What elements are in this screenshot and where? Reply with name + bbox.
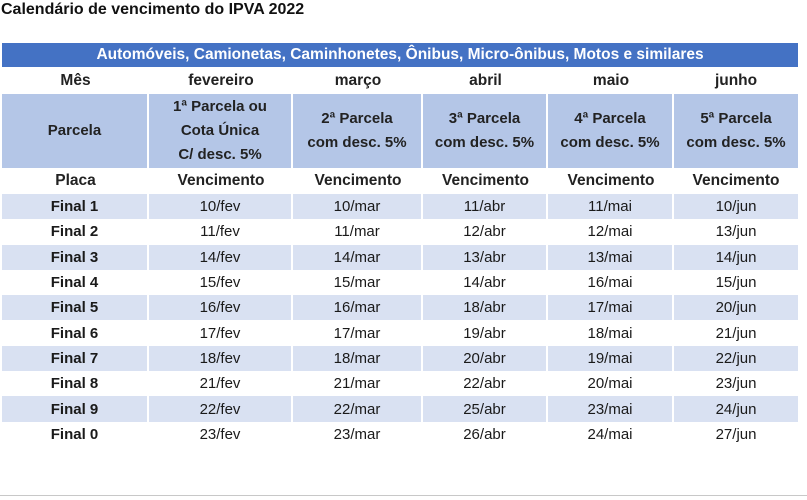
vehicle-category-banner: [2, 43, 798, 67]
month-label: Mês: [60, 71, 91, 89]
parcela-line: 3ª Parcela: [448, 110, 521, 127]
due-date-cell: 23/jun: [715, 375, 757, 393]
due-date-cell: 18/mar: [293, 346, 423, 371]
table-row: [2, 270, 798, 295]
due-date-cell: 22/mar: [293, 396, 423, 421]
plate-cell: Final 2: [2, 219, 149, 244]
due-date-cell: 12/abr: [423, 219, 548, 244]
due-date-cell: 13/jun: [715, 223, 757, 241]
parcela-cell: [674, 94, 798, 168]
parcela-line: 1ª Parcela ou: [173, 98, 267, 115]
parcela-line: com desc. 5%: [686, 134, 786, 151]
parcela-label: Parcela: [2, 94, 149, 168]
parcela-line: com desc. 5%: [307, 134, 407, 151]
month-cell: março: [334, 71, 382, 89]
due-date-cell: 11/fev: [149, 219, 293, 244]
month-cell: junho: [714, 71, 758, 89]
table-row: [2, 194, 798, 219]
month-cell: fevereiro: [188, 71, 254, 89]
due-date-cell: 11/mar: [293, 219, 423, 244]
vencimento-label: Vencimento: [314, 172, 402, 189]
plate-cell: Final 4: [2, 270, 149, 295]
due-date-cell: 11/abr: [423, 194, 548, 219]
due-date-cell: 27/jun: [715, 425, 757, 443]
parcela-line: com desc. 5%: [560, 134, 660, 151]
due-date-cell: 10/jun: [674, 194, 798, 219]
due-date-cell: 13/mai: [548, 245, 674, 270]
parcela-cell: [548, 94, 674, 168]
due-date-cell: 15/jun: [715, 274, 757, 292]
due-date-cell: 15/mar: [293, 270, 423, 295]
vencimento-label: Vencimento: [567, 172, 655, 189]
due-date-cell: 20/jun: [674, 295, 798, 320]
due-date-cell: 14/abr: [423, 270, 548, 295]
due-date-cell: 14/mar: [293, 245, 423, 270]
due-date-cell: 23/fev: [149, 422, 293, 447]
plate-rows: [2, 194, 798, 447]
table-row: [2, 371, 798, 396]
due-date-cell: 17/mar: [293, 320, 423, 345]
parcela-line: 2ª Parcela: [321, 110, 393, 127]
due-date-cell: 23/mai: [548, 396, 674, 421]
due-date-cell: 12/mai: [548, 219, 674, 244]
due-date-cell: 11/mai: [548, 194, 674, 219]
parcela-line: C/ desc. 5%: [178, 146, 262, 163]
parcela-line: com desc. 5%: [434, 134, 535, 151]
due-date-cell: 10/fev: [149, 194, 293, 219]
plate-cell: Final 9: [2, 396, 149, 421]
due-date-cell: 14/fev: [149, 245, 293, 270]
due-date-cell: 16/mai: [548, 270, 674, 295]
due-date-cell: 18/mai: [548, 320, 674, 345]
table-row: [2, 245, 798, 270]
due-date-cell: 16/mar: [293, 295, 423, 320]
due-date-cell: 21/fev: [149, 371, 293, 396]
plate-cell: Final 5: [2, 295, 149, 320]
due-date-cell: 23/mar: [293, 422, 423, 447]
plate-cell: Final 8: [2, 371, 149, 396]
due-date-cell: 18/abr: [423, 295, 548, 320]
month-cell: abril: [469, 71, 502, 89]
due-date-cell: 20/mai: [548, 371, 674, 396]
month-header-row: [2, 67, 798, 94]
page-title: Calendário de vencimento do IPVA 2022: [1, 1, 305, 18]
table-row: [2, 422, 798, 447]
due-date-cell: 25/abr: [423, 396, 548, 421]
plate-cell: Final 0: [2, 422, 149, 447]
parcela-line: Cota Única: [180, 122, 260, 139]
ipva-schedule-table: [2, 43, 798, 447]
due-date-cell: 24/mai: [548, 422, 674, 447]
column-heads-row: [2, 168, 798, 194]
plate-cell: Final 7: [2, 346, 149, 371]
month-cell: maio: [592, 71, 630, 89]
due-date-cell: 26/abr: [423, 422, 548, 447]
due-date-cell: 19/mai: [548, 346, 674, 371]
table-row: [2, 396, 798, 421]
divider: [0, 495, 807, 496]
table-row: [2, 346, 798, 371]
due-date-cell: 19/abr: [423, 320, 548, 345]
parcela-header-row: [2, 94, 798, 168]
parcela-line: 4ª Parcela: [574, 110, 646, 127]
due-date-cell: 18/fev: [149, 346, 293, 371]
due-date-cell: 14/jun: [674, 245, 798, 270]
placa-label: Placa: [55, 172, 96, 189]
parcela-cell: [149, 94, 293, 168]
due-date-cell: 22/abr: [423, 371, 548, 396]
due-date-cell: 20/abr: [423, 346, 548, 371]
due-date-cell: 17/mai: [548, 295, 674, 320]
due-date-cell: 22/fev: [149, 396, 293, 421]
vencimento-label: Vencimento: [692, 172, 780, 189]
parcela-cell: [293, 94, 423, 168]
due-date-cell: 21/mar: [293, 371, 423, 396]
table-row: [2, 219, 798, 244]
due-date-cell: 24/jun: [674, 396, 798, 421]
plate-cell: Final 6: [2, 320, 149, 345]
table-row: [2, 320, 798, 345]
plate-cell: Final 3: [2, 245, 149, 270]
due-date-cell: 13/abr: [423, 245, 548, 270]
due-date-cell: 22/jun: [674, 346, 798, 371]
due-date-cell: 16/fev: [149, 295, 293, 320]
due-date-cell: 15/fev: [149, 270, 293, 295]
table-row: [2, 295, 798, 320]
due-date-cell: 17/fev: [149, 320, 293, 345]
parcela-cell: [423, 94, 548, 168]
vehicle-category-text: Automóveis, Camionetas, Caminhonetes, Ônibus, Micro-ônibus, Motos e similares: [2, 43, 798, 67]
vencimento-label: Vencimento: [177, 172, 265, 189]
vencimento-label: Vencimento: [442, 172, 529, 189]
plate-cell: Final 1: [2, 194, 149, 219]
due-date-cell: 10/mar: [293, 194, 423, 219]
parcela-line: 5ª Parcela: [700, 110, 772, 127]
due-date-cell: 21/jun: [715, 324, 757, 342]
